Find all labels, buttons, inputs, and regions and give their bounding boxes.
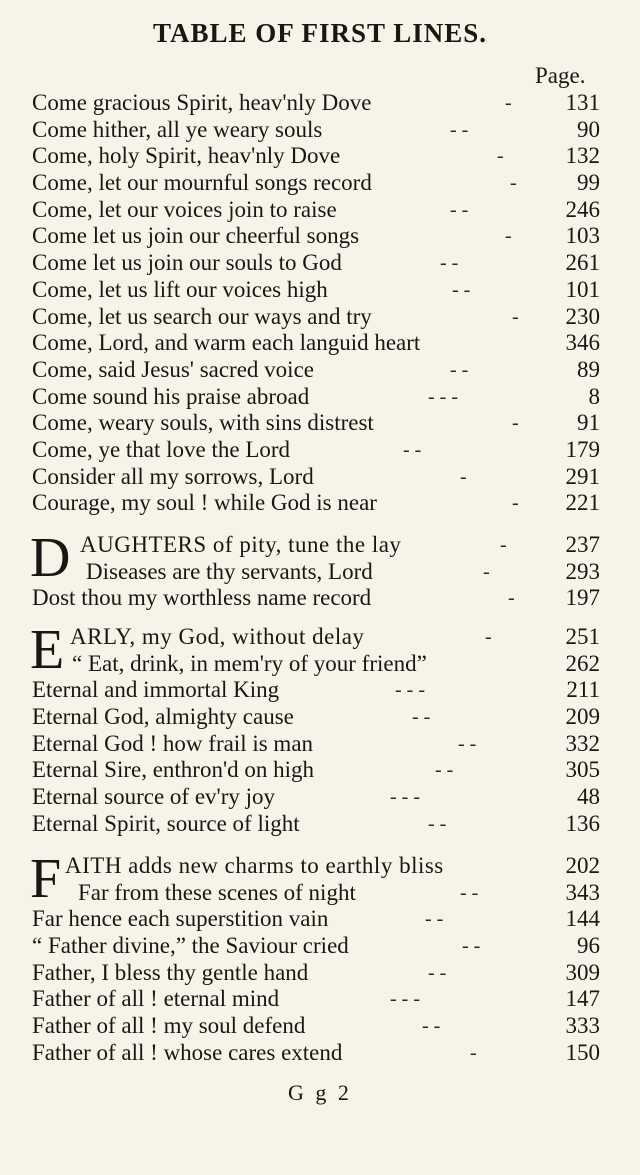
- index-entry: AUGHTERS of pity, tune the lay - 237: [80, 532, 600, 557]
- index-entry: Come, let us lift our voices high - - 101: [32, 276, 600, 302]
- index-entry: Come, let us search our ways and try - 230: [32, 303, 600, 329]
- index-entry: “ Eat, drink, in mem'ry of your friend” 262: [72, 650, 600, 676]
- index-entry: Come, said Jesus' sacred voice - - 89: [32, 356, 600, 382]
- index-entry: Father, I bless thy gentle hand - - 309: [32, 959, 600, 985]
- index-entry: ARLY, my God, without delay - 251: [70, 624, 600, 649]
- index-entry: AITH adds new charms to earthly bliss 202: [65, 853, 600, 878]
- index-entry: Come let us join our souls to God - - 261: [32, 250, 600, 276]
- index-entry: Come gracious Spirit, heav'nly Dove - 131: [32, 90, 600, 115]
- index-entry: Come, Lord, and warm each languid heart 346: [32, 330, 600, 356]
- index-entry: Eternal source of ev'ry joy - - - 48: [32, 784, 600, 810]
- index-entry: Diseases are thy servants, Lord - 293: [86, 558, 600, 584]
- index-entry: Eternal Sire, enthron'd on high - - 305: [32, 757, 600, 783]
- index-entry: Come sound his praise abroad - - - 8: [32, 383, 600, 409]
- index-entry: Dost thou my worthless name record - 197: [32, 585, 600, 611]
- index-entry: Courage, my soul ! while God is near - 221: [32, 490, 600, 516]
- section-d: [0, 527, 640, 612]
- index-entry: Father of all ! my soul defend - - 333: [32, 1013, 600, 1039]
- drop-cap-d: D: [30, 527, 71, 589]
- index-entry: Eternal God, almighty cause - - 209: [32, 704, 600, 730]
- index-entry: Eternal and immortal King - - - 211: [32, 677, 600, 703]
- index-entry: “ Father divine,” the Saviour cried - - 96: [32, 933, 600, 959]
- index-entry: Come hither, all ye weary souls - - 90: [32, 116, 600, 142]
- index-entry: Come, weary souls, with sins distrest - 91: [32, 410, 600, 436]
- drop-cap-e: E: [30, 619, 65, 681]
- section-e: [0, 619, 640, 838]
- index-entry: Come, ye that love the Lord - - 179: [32, 436, 600, 462]
- section-c: [0, 90, 640, 517]
- index-entry: Father of all ! whose cares extend - 150: [32, 1039, 600, 1065]
- index-entry: Far from these scenes of night - - 343: [78, 879, 600, 905]
- section-f: [0, 848, 640, 1067]
- index-entry: Consider all my sorrows, Lord - 291: [32, 463, 600, 489]
- index-entry: Come let us join our cheerful songs - 103: [32, 223, 600, 249]
- drop-cap-f: F: [30, 848, 62, 910]
- index-entry: Come, holy Spirit, heav'nly Dove - 132: [32, 143, 600, 169]
- page-title: TABLE OF FIRST LINES.: [152, 18, 488, 48]
- page-column-label: Page.: [535, 63, 586, 88]
- index-entry: Come, let our voices join to raise - - 246: [32, 196, 600, 222]
- index-entry: Eternal Spirit, source of light - - 136: [32, 810, 600, 836]
- index-entry: Far hence each superstition vain - - 144: [32, 906, 600, 932]
- index-entry: Come, let our mournful songs record - 99: [32, 170, 600, 196]
- index-entry: Father of all ! eternal mind - - - 147: [32, 986, 600, 1012]
- index-entry: Eternal God ! how frail is man - - 332: [32, 730, 600, 756]
- signature-mark: G g 2: [288, 1080, 352, 1105]
